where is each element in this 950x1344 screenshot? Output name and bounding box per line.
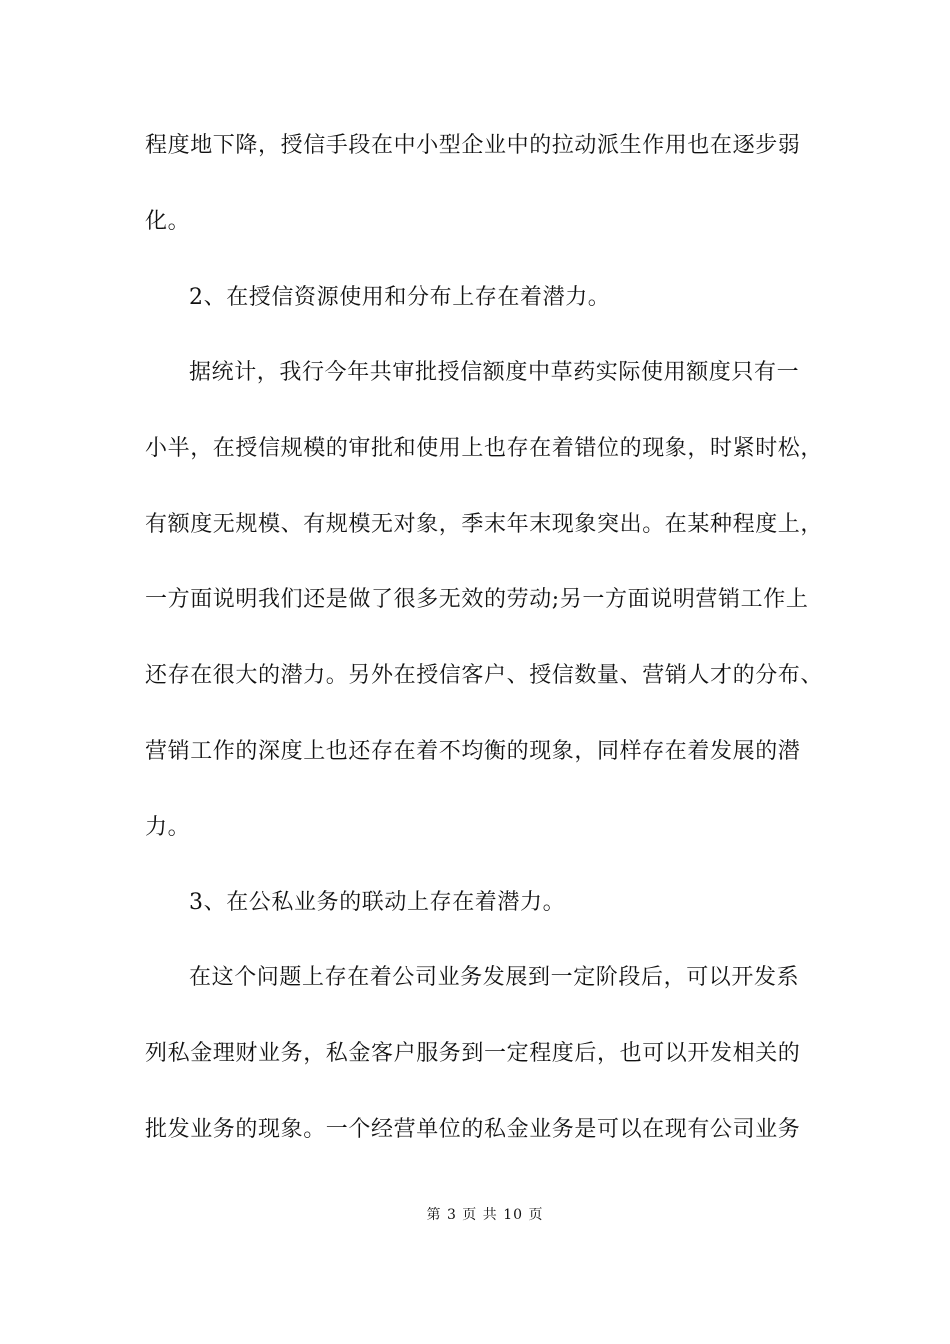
text-line-12: 在这个问题上存在着公司业务发展到一定阶段后，可以开发系 [189, 965, 800, 990]
text-line-6: 有额度无规模、有规模无对象，季末年末现象突出。在某种程度上， [145, 512, 824, 537]
text-line-8: 还存在很大的潜力。另外在授信客户、授信数量、营销人才的分布、 [145, 663, 824, 688]
text-line-2: 化。 [145, 209, 191, 234]
text-line-5: 小半，在授信规模的审批和使用上也存在着错位的现象，时紧时松， [145, 436, 824, 461]
text-line-10: 力。 [145, 815, 191, 840]
text-line-7: 一方面说明我们还是做了很多无效的劳动;另一方面说明营销工作上 [145, 587, 809, 612]
text-line-1: 程度地下降，授信手段在中小型企业中的拉动派生作用也在逐步弱 [145, 133, 801, 158]
page-footer: 第 3 页 共 10 页 [426, 1207, 544, 1223]
section-heading-2: 2、在授信资源使用和分布上存在着潜力。 [189, 285, 611, 310]
text-line-13: 列私金理财业务，私金客户服务到一定程度后，也可以开发相关的 [145, 1041, 801, 1066]
section-heading-3: 3、在公私业务的联动上存在着潜力。 [189, 890, 566, 915]
text-line-9: 营销工作的深度上也还存在着不均衡的现象，同样存在着发展的潜 [145, 739, 801, 764]
text-line-14: 批发业务的现象。一个经营单位的私金业务是可以在现有公司业务 [145, 1117, 801, 1142]
text-line-4: 据统计，我行今年共审批授信额度中草药实际使用额度只有一 [189, 360, 800, 385]
